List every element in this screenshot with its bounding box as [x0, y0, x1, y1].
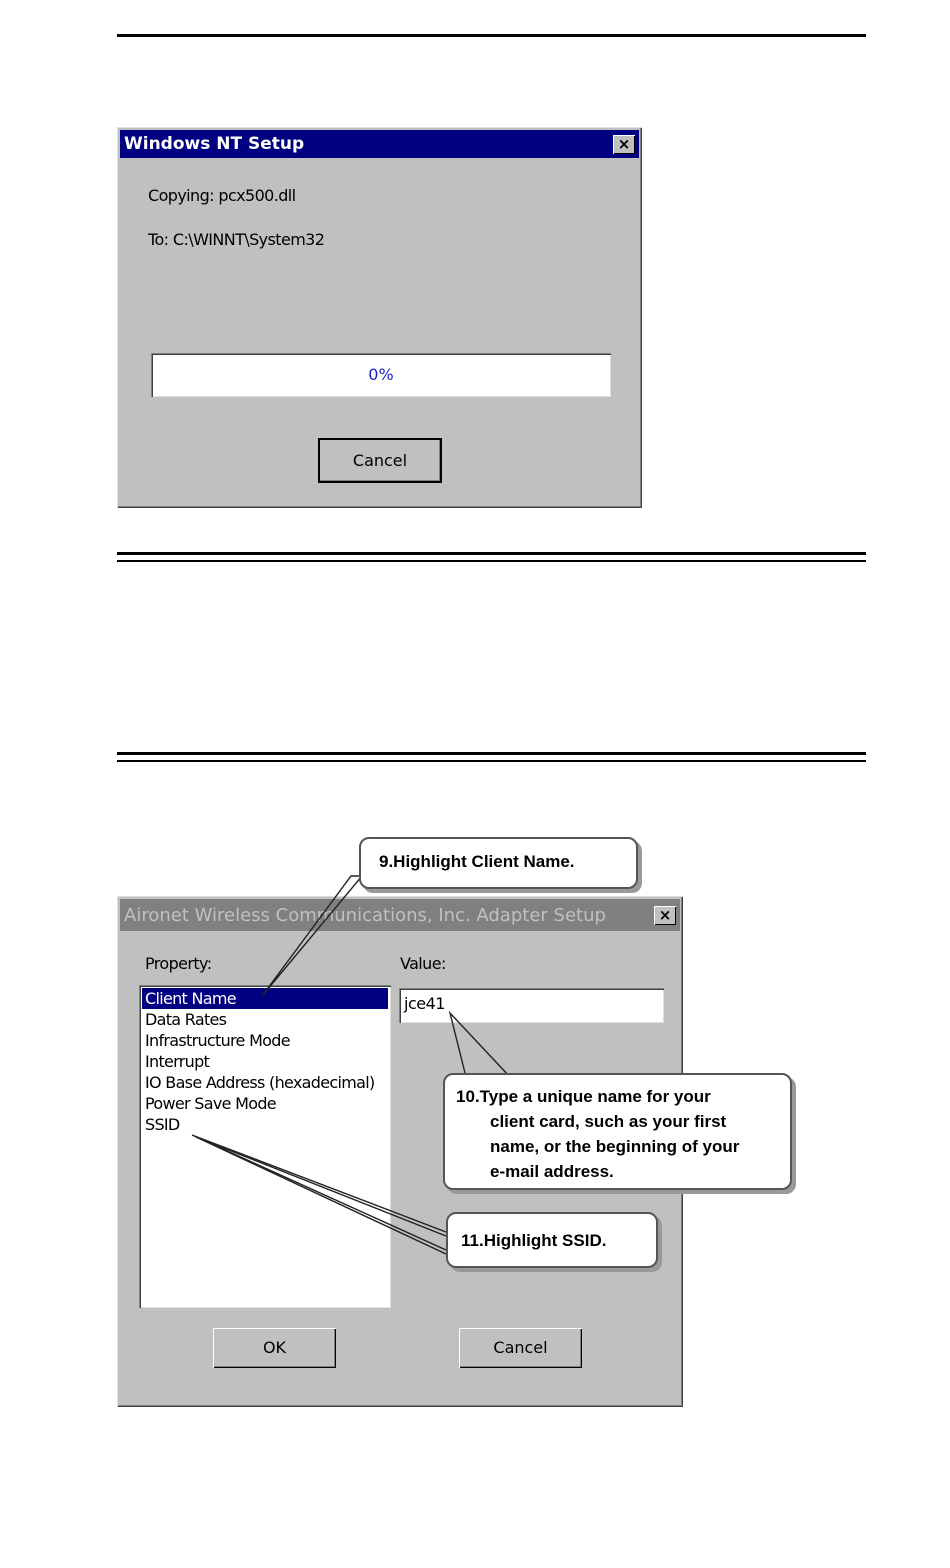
callout-step10-line3: name, or the beginning of your — [490, 1137, 740, 1156]
close-icon[interactable]: × — [654, 906, 676, 925]
list-item-power-save-mode[interactable]: Power Save Mode — [145, 1094, 276, 1113]
callout-step10 — [443, 1073, 792, 1190]
separator-rule-1b — [117, 560, 866, 562]
callout-step10-line2: client card, such as your first — [490, 1112, 727, 1131]
property-list[interactable] — [139, 985, 391, 1308]
nt-setup-titlebar[interactable] — [120, 130, 639, 158]
list-item-io-base-address[interactable]: IO Base Address (hexadecimal) — [145, 1073, 375, 1092]
separator-rule-2b — [117, 760, 866, 762]
cancel-button[interactable]: Cancel — [319, 439, 441, 482]
close-icon[interactable]: × — [613, 135, 635, 154]
callout-step11 — [446, 1212, 658, 1268]
value-label: Value: — [400, 954, 446, 973]
destination-path-text: To: C:\WINNT\System32 — [148, 230, 325, 249]
separator-rule-1a — [117, 552, 866, 555]
callout-step10-line1: 10.Type a unique name for your — [456, 1087, 711, 1106]
list-item-interrupt[interactable]: Interrupt — [145, 1052, 210, 1071]
callout-step11-text: 11.Highlight SSID. — [461, 1231, 607, 1250]
nt-setup-dialog — [117, 127, 642, 508]
value-input[interactable]: jce41 — [399, 988, 664, 1023]
separator-rule-2a — [117, 752, 866, 755]
callout-step9-text: 9.Highlight Client Name. — [379, 852, 575, 871]
property-label: Property: — [145, 954, 212, 973]
adapter-setup-titlebar[interactable] — [120, 899, 680, 931]
callout-step9 — [359, 837, 638, 889]
callout-step10-line4: e-mail address. — [490, 1162, 614, 1181]
adapter-setup-title: Aironet Wireless Communications, Inc. Adapter Setup — [124, 904, 606, 926]
ok-button[interactable]: OK — [213, 1328, 336, 1368]
list-item-infrastructure-mode[interactable]: Infrastructure Mode — [145, 1031, 290, 1050]
progress-percent-text: 0% — [368, 365, 394, 384]
cancel-button[interactable]: Cancel — [459, 1328, 582, 1368]
copying-file-text: Copying: pcx500.dll — [148, 186, 296, 205]
top-rule — [117, 34, 866, 37]
list-item-ssid[interactable]: SSID — [145, 1115, 180, 1134]
list-item-data-rates[interactable]: Data Rates — [145, 1010, 227, 1029]
copy-progress-bar — [151, 353, 611, 397]
list-item-client-name[interactable]: Client Name — [142, 988, 388, 1009]
nt-setup-title: Windows NT Setup — [124, 134, 305, 154]
